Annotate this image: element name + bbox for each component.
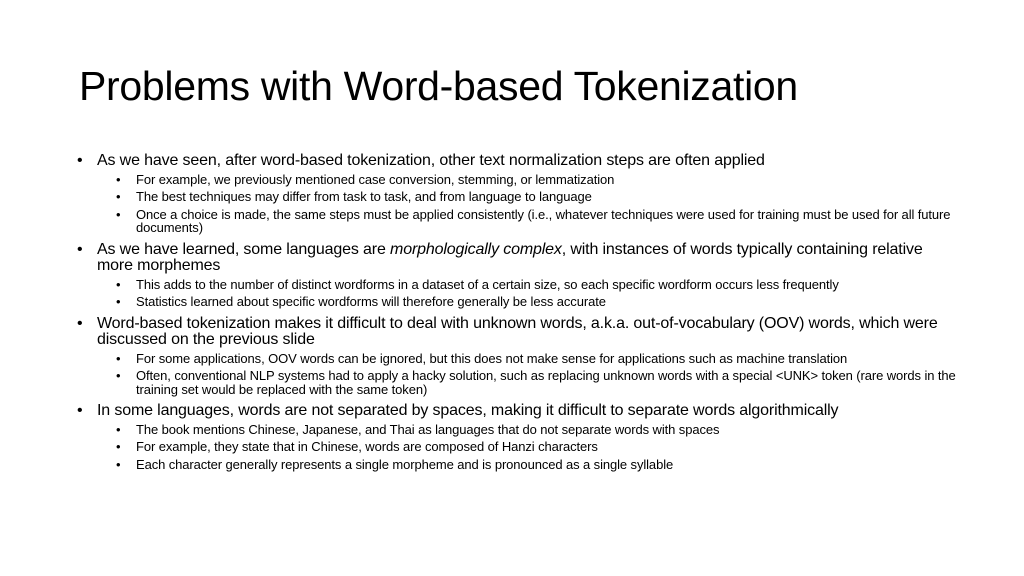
sub-bullet-list	[97, 278, 956, 309]
sub-bullet-text: For example, we previously mentioned case conversion, stemming, or lemmatization	[136, 171, 615, 187]
bullet-dot-icon: •	[116, 350, 121, 366]
bullet-text: As we have seen, after word-based tokenization, other text normalization steps are often applied	[97, 152, 765, 169]
sub-bullet-point	[97, 278, 956, 292]
bullet-text-part: As we have learned, some languages are	[97, 240, 391, 258]
sub-bullet-list	[97, 352, 956, 397]
bullet-dot-icon: •	[116, 368, 121, 383]
sub-bullet-text: The best techniques may differ from task to task, and from language to language	[136, 189, 592, 204]
sub-bullet-point	[97, 423, 956, 437]
sub-bullet-text: For some applications, OOV words can be ignored, but this does not make sense for applications such as machine translation	[136, 350, 848, 366]
sub-bullet-point	[97, 190, 956, 204]
sub-bullet-point	[97, 458, 956, 472]
bullet-dot-icon: •	[116, 456, 121, 472]
bullet-dot-icon: •	[77, 240, 83, 258]
sub-bullet-point	[97, 369, 956, 396]
bullet-dot-icon: •	[116, 294, 121, 309]
sub-bullet-list	[97, 173, 956, 235]
bullet-dot-icon: •	[77, 314, 83, 332]
emphasis-text: morphologically complex	[390, 240, 562, 258]
sub-bullet-text: Once a choice is made, the same steps must be applied consistently (i.e., whatever techniques were used for training must be used for all future documents)	[136, 206, 951, 235]
sub-bullet-list	[97, 423, 956, 472]
sub-bullet-point	[97, 295, 956, 309]
bullet-dot-icon: •	[116, 421, 121, 437]
bullet-text-part: , with instances of words typically containing relative more morphemes	[97, 240, 923, 274]
slide-title: Problems with Word-based Tokenization	[79, 63, 798, 109]
sub-bullet-text: Often, conventional NLP systems had to apply a hacky solution, such as replacing unknown words with a special <UNK> token (rare words in the training set would be replaced with the same token)	[136, 368, 956, 397]
bullet-dot-icon: •	[77, 152, 83, 169]
sub-bullet-text: For example, they state that in Chinese, words are composed of Hanzi characters	[136, 439, 598, 454]
bullet-point	[76, 316, 956, 397]
sub-bullet-point	[97, 352, 956, 366]
sub-bullet-text: This adds to the number of distinct wordforms in a dataset of a certain size, so each specific wordform occurs less frequently	[136, 276, 839, 292]
sub-bullet-point	[97, 208, 956, 235]
sub-bullet-text: Statistics learned about specific wordforms will therefore generally be less accurate	[136, 294, 606, 309]
bullet-dot-icon: •	[116, 171, 121, 187]
sub-bullet-point	[97, 440, 956, 454]
bullet-text: Word-based tokenization makes it difficult to deal with unknown words, a.k.a. out-of-vocabulary (OOV) words, which were discussed on the previous slide	[97, 314, 938, 348]
bullet-text: In some languages, words are not separated by spaces, making it difficult to separate words algorithmically	[97, 402, 839, 419]
sub-bullet-text: Each character generally represents a single morpheme and is pronounced as a single syllable	[136, 456, 674, 472]
bullet-text	[97, 241, 923, 275]
bullet-point	[76, 242, 956, 309]
bullet-dot-icon: •	[116, 189, 121, 204]
bullet-point	[76, 403, 956, 471]
bullet-dot-icon: •	[116, 276, 121, 292]
bullet-point	[76, 153, 956, 235]
bullet-dot-icon: •	[116, 439, 121, 454]
sub-bullet-text: The book mentions Chinese, Japanese, and Thai as languages that do not separate words with spaces	[136, 421, 720, 437]
sub-bullet-point	[97, 173, 956, 187]
bullet-list	[76, 153, 956, 471]
bullet-dot-icon: •	[77, 402, 83, 419]
bullet-dot-icon: •	[116, 206, 121, 222]
